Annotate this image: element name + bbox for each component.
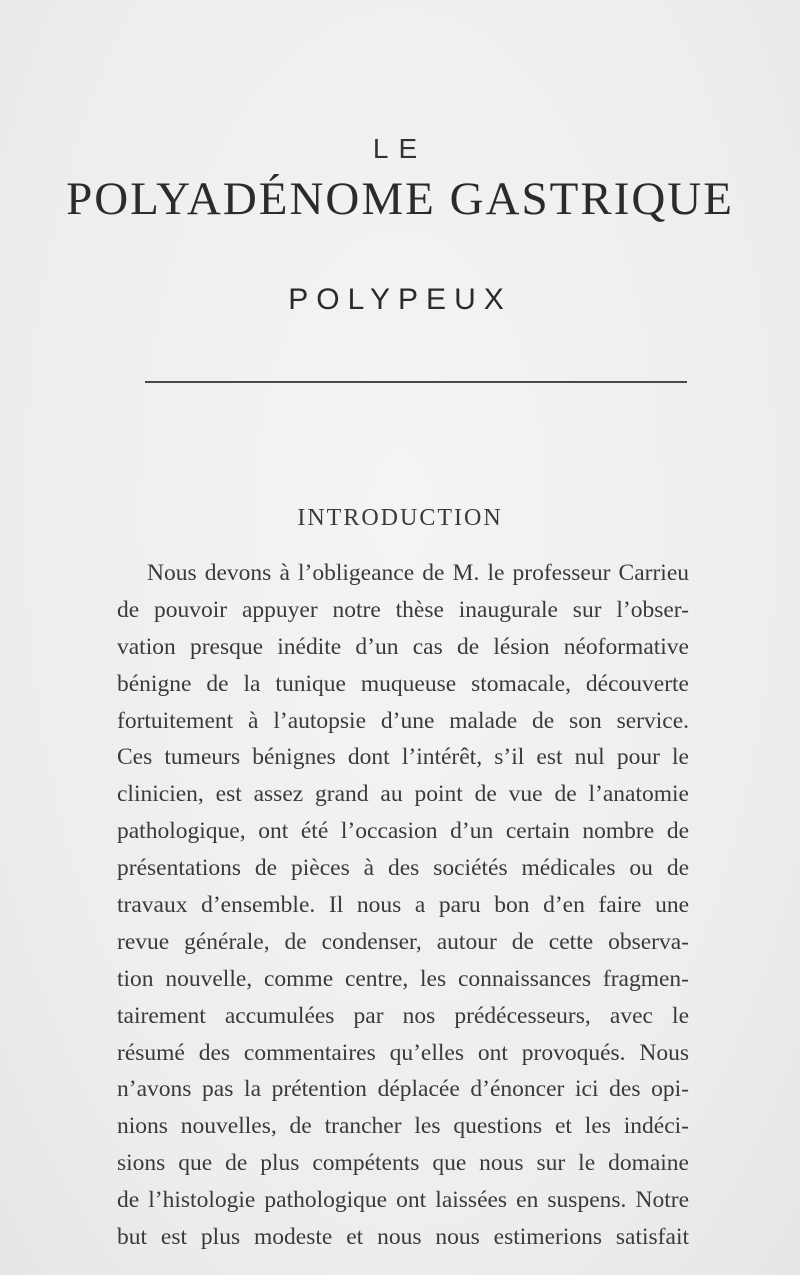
paragraph-line: tion nouvelle, comme centre, les connaissances fragmen-	[117, 965, 689, 992]
paragraph-line: présentations de pièces à des sociétés médicales ou de	[117, 855, 689, 882]
paragraph-line: but est plus modeste et nous nous estimerions satisfait	[117, 1224, 689, 1251]
paragraph-line: de pouvoir appuyer notre thèse inaugurale sur l’obser-	[117, 596, 689, 623]
paragraph-line: Ces tumeurs bénignes dont l’intérêt, s’il est nul pour le	[117, 744, 689, 771]
paragraph-line: vation presque inédite d’un cas de lésion néoformative	[117, 633, 689, 660]
body-paragraph	[117, 555, 689, 1256]
paragraph-line: fortuitement à l’autopsie d’une malade de son service.	[117, 707, 689, 734]
paragraph-line: résumé des commentaires qu’elles ont provoqués. Nous	[117, 1039, 689, 1066]
document-subtitle: POLYPEUX	[288, 283, 512, 316]
title-article: LE	[372, 133, 428, 164]
paragraph-line: tairement accumulées par nos prédécesseurs, avec le	[117, 1002, 689, 1029]
paragraph-line: sions que de plus compétents que nous sur le domaine	[117, 1150, 689, 1177]
document-title: POLYADÉNOME GASTRIQUE	[66, 173, 734, 225]
paragraph-line: revue générale, de condenser, autour de cette observa-	[117, 928, 689, 955]
paragraph-line: nions nouvelles, de trancher les questions et les indéci-	[117, 1113, 689, 1140]
paragraph-line: travaux d’ensemble. Il nous a paru bon d’en faire une	[117, 892, 689, 919]
paragraph-line: bénigne de la tunique muqueuse stomacale, découverte	[117, 670, 689, 697]
paragraph-line: de l’histologie pathologique ont laissées en suspens. Notre	[117, 1187, 689, 1214]
paragraph-line: Nous devons à l’obligeance de M. le professeur Carrieu	[147, 560, 689, 586]
paragraph-line: clinicien, est assez grand au point de vue de l’anatomie	[117, 781, 689, 808]
horizontal-rule	[145, 381, 687, 383]
paragraph-line: pathologique, ont été l’occasion d’un certain nombre de	[117, 818, 689, 845]
section-heading: INTRODUCTION	[297, 505, 503, 531]
paragraph-line: n’avons pas la prétention déplacée d’énoncer ici des opi-	[117, 1076, 689, 1103]
